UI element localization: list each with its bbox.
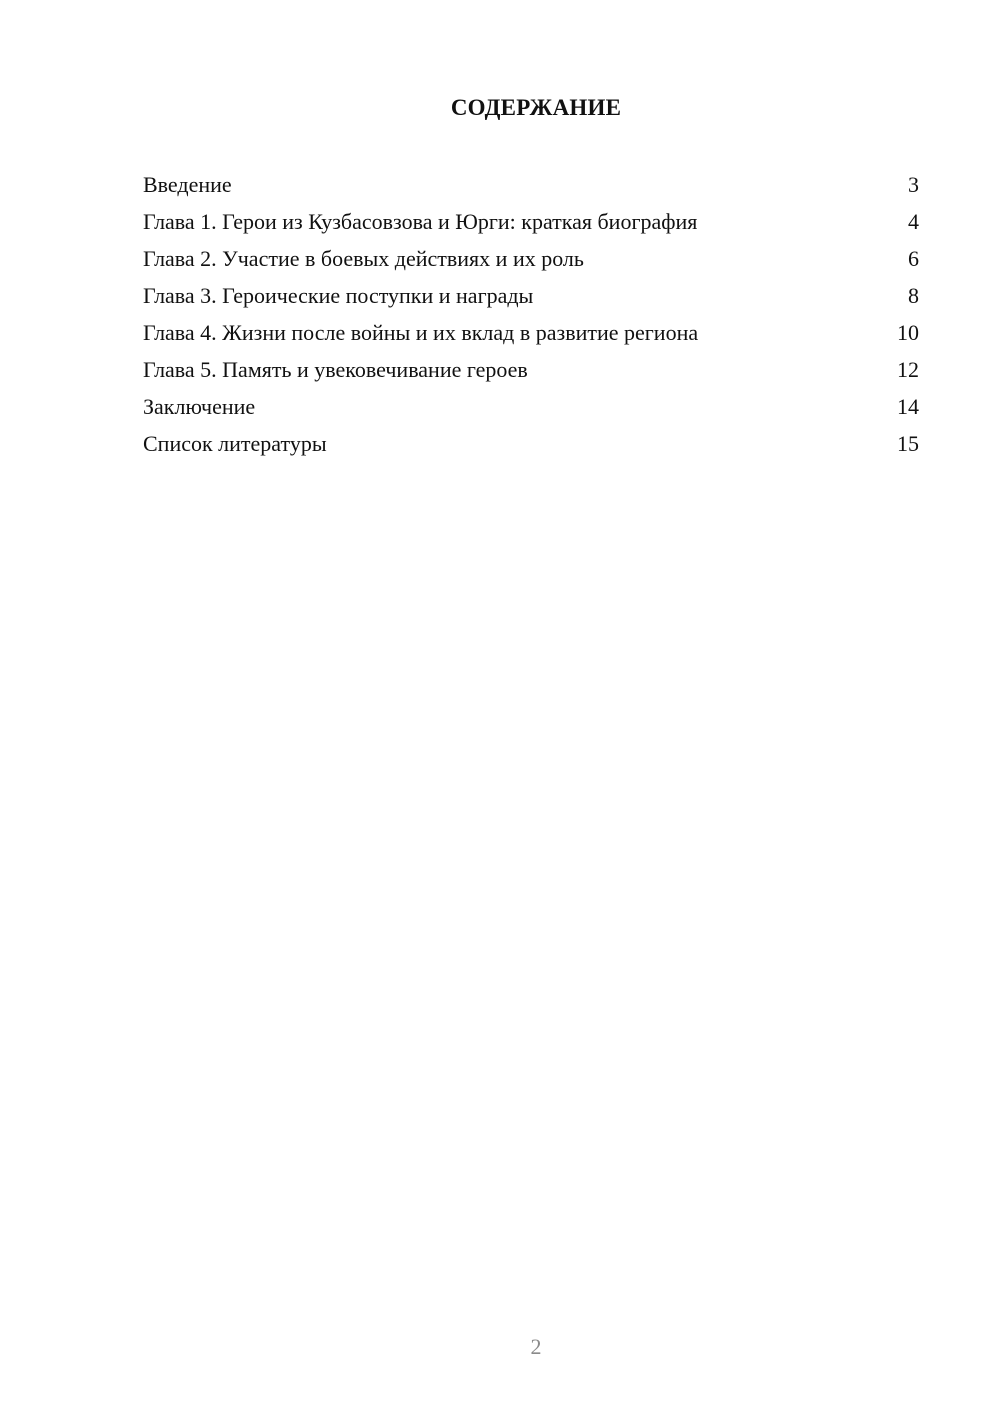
toc-entry-label: Глава 4. Жизни после войны и их вклад в развитие региона bbox=[143, 320, 699, 345]
table-of-contents bbox=[143, 170, 919, 466]
toc-entry-page: 15 bbox=[897, 431, 919, 456]
toc-entry-label: Введение bbox=[143, 172, 232, 197]
toc-entry-page: 3 bbox=[908, 172, 919, 197]
toc-entry bbox=[143, 355, 919, 392]
toc-entry-page: 6 bbox=[908, 246, 919, 271]
toc-entry-label: Глава 2. Участие в боевых действиях и их роль bbox=[143, 246, 584, 271]
toc-entry bbox=[143, 392, 919, 429]
toc-entry-page: 14 bbox=[897, 394, 919, 419]
toc-entry-label: Заключение bbox=[143, 394, 256, 419]
toc-entry bbox=[143, 207, 919, 244]
toc-entry bbox=[143, 281, 919, 318]
toc-entry-label: Список литературы bbox=[143, 431, 327, 456]
toc-entry-label: Глава 5. Память и увековечивание героев bbox=[143, 357, 528, 382]
toc-entry-label: Глава 1. Герои из Кузбасовзова и Юрги: краткая биография bbox=[143, 209, 698, 234]
page-number: 2 bbox=[530, 1334, 542, 1359]
toc-entry-page: 12 bbox=[897, 357, 919, 382]
toc-entry bbox=[143, 244, 919, 281]
toc-entry-page: 10 bbox=[897, 320, 919, 345]
toc-entry-label: Глава 3. Героические поступки и награды bbox=[143, 283, 534, 308]
toc-entry-page: 4 bbox=[908, 209, 919, 234]
page-title: СОДЕРЖАНИЕ bbox=[450, 95, 622, 120]
toc-entry bbox=[143, 318, 919, 355]
toc-entry bbox=[143, 429, 919, 466]
toc-entry bbox=[143, 170, 919, 207]
toc-entry-page: 8 bbox=[908, 283, 919, 308]
